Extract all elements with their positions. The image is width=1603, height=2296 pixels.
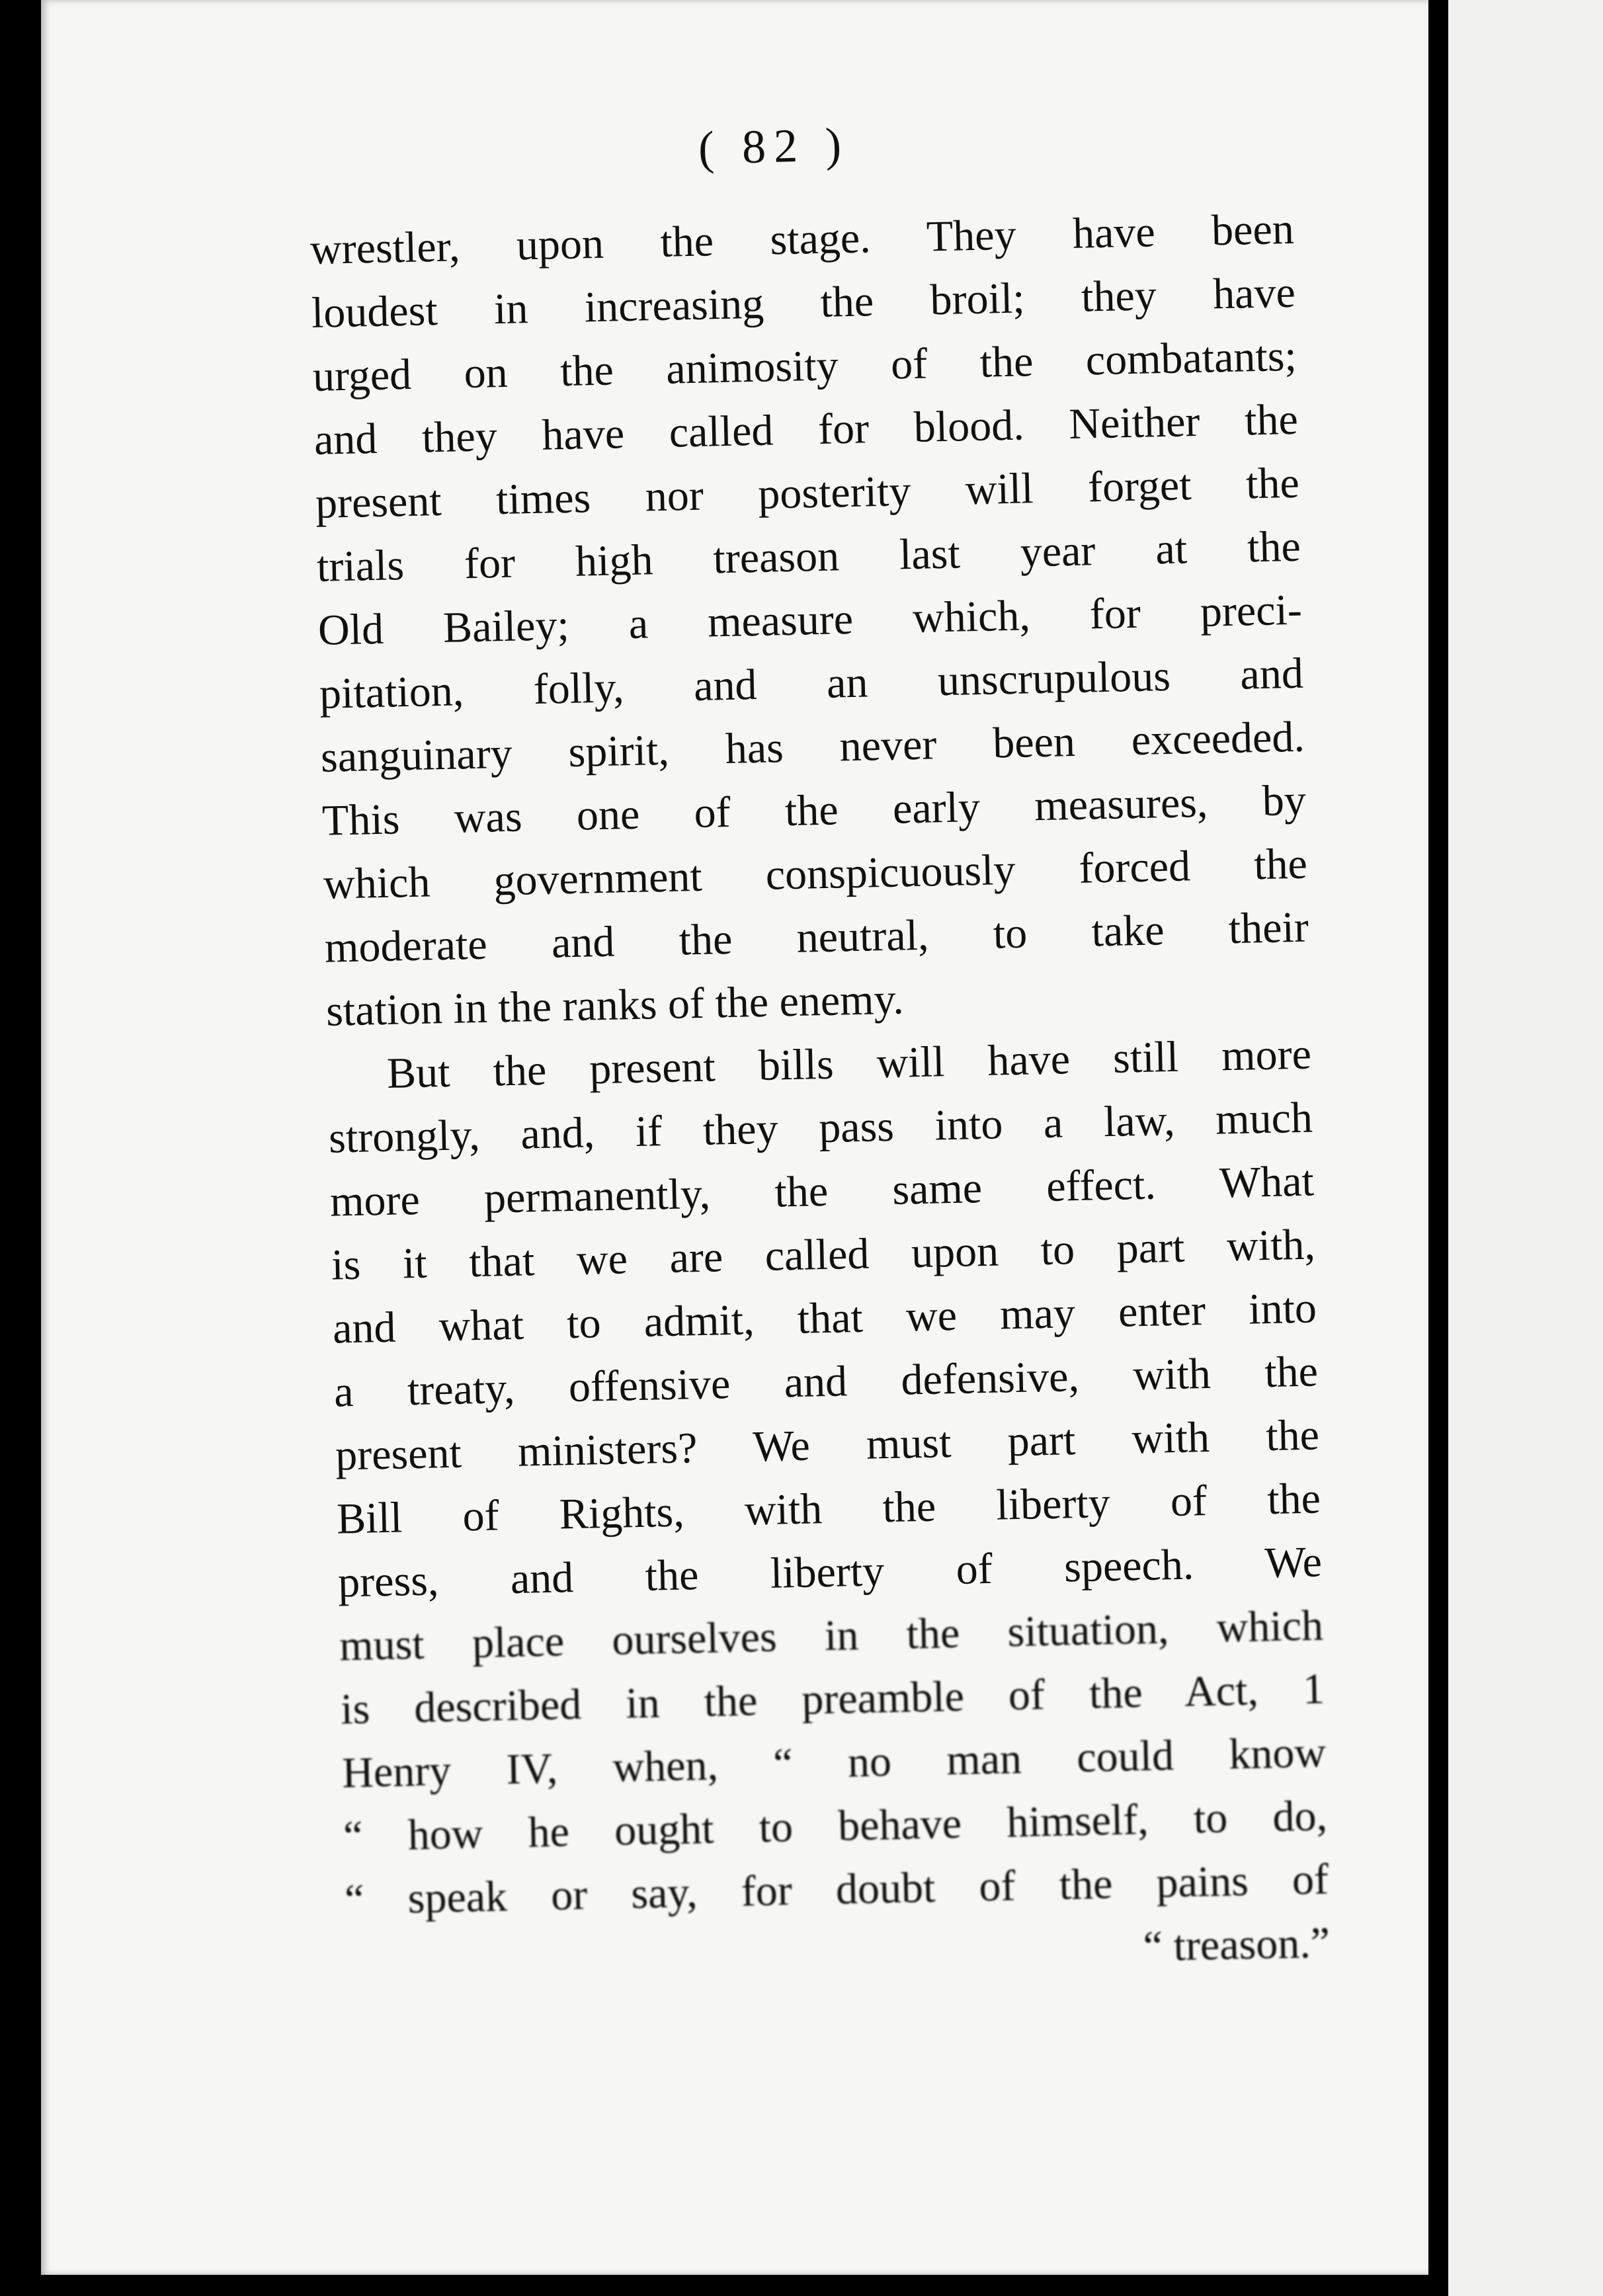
text-line: and they have called for blood. Neither the bbox=[313, 395, 1299, 464]
text-line: “ how he ought to behave himself, to do, bbox=[343, 1791, 1328, 1861]
adjacent-page bbox=[1448, 0, 1603, 2296]
text-line: sanguinary spirit, has never been exceeded. bbox=[320, 712, 1305, 782]
text-line: Henry IV, when, “ no man could know bbox=[341, 1728, 1327, 1797]
text-line: strongly, and, if they pass into a law, much bbox=[328, 1093, 1313, 1163]
text-line: “ speak or say, for doubt of the pains of bbox=[344, 1855, 1329, 1924]
text-line: moderate and the neutral, to take their bbox=[324, 903, 1309, 972]
body-text bbox=[309, 198, 1331, 1996]
text-line: which government conspicuously forced the bbox=[323, 839, 1308, 909]
text-line: loudest in increasing the broil; they have bbox=[311, 268, 1296, 337]
text-line: present ministers? We must part with the bbox=[335, 1411, 1320, 1480]
text-line: press, and the liberty of speech. We bbox=[337, 1538, 1323, 1607]
text-line: present times nor posterity will forget the bbox=[315, 458, 1300, 528]
text-line: Bill of Rights, with the liberty of the bbox=[336, 1474, 1321, 1543]
text-line: must place ourselves in the situation, which bbox=[339, 1601, 1324, 1670]
text-line: Old Bailey; a measure which, for preci- bbox=[317, 585, 1303, 655]
text-line: pitation, folly, and an unscrupulous and bbox=[319, 649, 1304, 718]
text-line: more permanently, the same effect. What bbox=[329, 1157, 1315, 1226]
text-line: is described in the preamble of the Act, 1 bbox=[340, 1664, 1325, 1734]
text-line: a treaty, offensive and defensive, with the bbox=[333, 1347, 1319, 1416]
text-line: and what to admit, that we may enter into bbox=[332, 1284, 1317, 1353]
text-line: is it that we are called upon to part with, bbox=[331, 1220, 1316, 1290]
text-line: urged on the animosity of the combatants; bbox=[312, 331, 1297, 401]
text-line: This was one of the early measures, by bbox=[321, 776, 1307, 845]
page-number: ( 82 ) bbox=[697, 118, 850, 175]
left-page-edge bbox=[0, 0, 41, 2296]
text-line: But the present bills will have still more bbox=[386, 1030, 1312, 1098]
page-gutter bbox=[1428, 0, 1448, 2296]
text-line: wrestler, upon the stage. They have been bbox=[309, 204, 1295, 274]
text-line: “ treason.” bbox=[1143, 1918, 1331, 1971]
text-line: trials for high treason last year at the bbox=[316, 522, 1301, 591]
text-line: station in the ranks of the enemy. bbox=[325, 975, 905, 1036]
